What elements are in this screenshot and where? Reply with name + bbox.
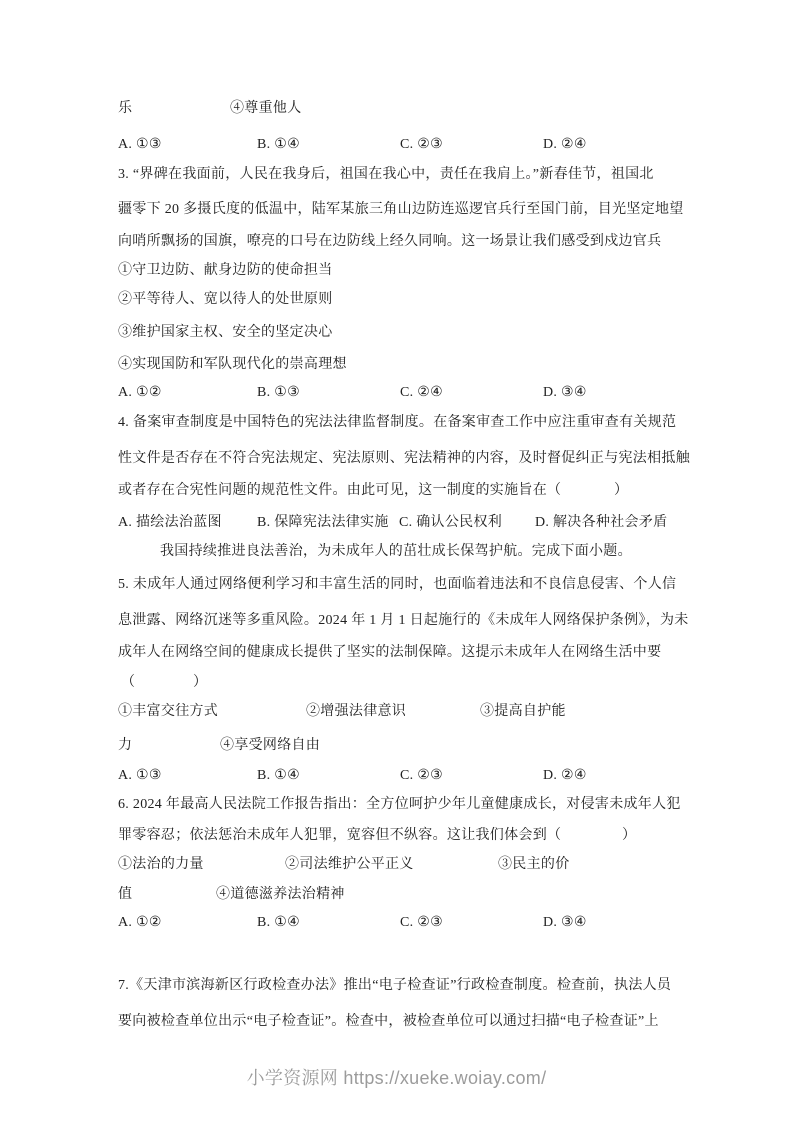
question-5-bracket-line-seg-1: （ [121,675,136,690]
question-2-options-row-seg-3: C. ②③ [400,137,443,152]
question-3-stem-line-1 [118,166,678,184]
question-6-stem-line-1-seg-1: 6. 2024 年最高人民法院工作报告指出：全方位呵护少年儿童健康成长，对侵害未成年人犯 [118,797,681,812]
question-4-stem-line-1 [118,414,678,432]
question-6-choices-row-1 [118,856,678,874]
question-5-options-row [118,767,678,785]
footer-site-name: 小学资源网 [246,1068,339,1088]
question-3-choice-2 [118,291,678,309]
question-3-stem-line-3-seg-1: 向哨所飘扬的国旗，嘹亮的口号在边防线上经久同响。这一场景让我们感受到戍边官兵 [118,234,662,249]
question-4-stem-line-3-seg-2: ） [614,483,629,498]
question-4-options-row-seg-1: A. 描绘法治蓝图 [118,515,222,530]
question-3-choice-3-seg-1: ③维护国家主权、安全的坚定决心 [118,325,333,340]
question-5-choices-row-2 [118,737,678,755]
question-7-stem-line-2 [118,1013,678,1031]
footer-url: https://xueke.woiay.com/ [343,1068,547,1088]
question-4-stem-line-2 [118,450,690,468]
question-3-choice-4 [118,356,678,374]
question-6-choices-row-1-seg-1: ①法治的力量 [118,857,204,872]
question-5-options-row-seg-3: C. ②③ [400,768,443,783]
question-4-stem-line-3-seg-1: 或者存在合宪性问题的规范性文件。由此可见，这一制度的实施旨在（ [118,483,562,498]
question-3-stem-line-2 [118,201,684,219]
question-4-options-row-seg-3: C. 确认公民权利 [399,515,503,530]
question-6-options-row [118,914,678,932]
question-3-options-row-seg-4: D. ③④ [543,385,587,400]
question-5-options-row-seg-1: A. ①③ [118,768,162,783]
question-2-options-row [118,136,678,154]
question-5-choices-row-2-seg-2: ④享受网络自由 [220,738,321,753]
question-4-options-row-seg-2: B. 保障宪法法律实施 [257,515,389,530]
question-5-stem-line-1-seg-1: 5. 未成年人通过网络便利学习和丰富生活的同时，也面临着违法和不良信息侵害、个人信 [118,577,677,592]
question-3-options-row-seg-2: B. ①③ [257,385,300,400]
question-2-options-row-seg-1: A. ①③ [118,137,162,152]
question-7-stem-line-1 [118,977,678,995]
question-5-options-row-seg-2: B. ①④ [257,768,300,783]
question-5-choices-row-1 [118,703,678,721]
question-2-options-row-seg-2: B. ①④ [257,137,300,152]
question-5-choices-row-1-seg-1: ①丰富交往方式 [118,704,219,719]
section-intro-line-seg-1: 我国持续推进良法善治，为未成年人的茁壮成长保驾护航。完成下面小题。 [160,544,632,559]
question-2-tail-line-seg-1: 乐 [118,101,133,116]
question-5-options-row-seg-4: D. ②④ [543,768,587,783]
question-6-stem-line-1 [118,796,681,814]
question-3-choice-3 [118,324,678,342]
question-3-choice-4-seg-1: ④实现国防和军队现代化的崇高理想 [118,357,347,372]
question-3-stem-line-1-seg-1: 3. “界碑在我面前，人民在我身后，祖国在我心中，责任在我肩上。”新春佳节，祖国北 [118,167,654,182]
question-5-stem-line-2-seg-1: 息泄露、网络沉迷等多重风险。2024 年 1 月 1 日起施行的《未成年人网络保护条例》，为未 [118,613,689,628]
question-5-choices-row-1-seg-2: ②增强法律意识 [306,704,407,719]
question-5-bracket-line [118,674,678,692]
question-6-options-row-seg-3: C. ②③ [400,915,443,930]
question-7-stem-line-1-seg-1: 7.《天津市滨海新区行政检查办法》推出“电子检查证”行政检查制度。检查前，执法人员 [118,978,672,993]
question-5-choices-row-2-seg-1: 力 [118,738,133,753]
question-2-tail-line-seg-2: ④尊重他人 [230,101,302,116]
question-3-options-row [118,384,678,402]
question-5-stem-line-3-seg-1: 成年人在网络空间的健康成长提供了坚实的法制保障。这提示未成年人在网络生活中要 [118,645,662,660]
question-3-choice-2-seg-1: ②平等待人、宽以待人的处世原则 [118,292,333,307]
question-4-stem-line-2-seg-1: 性文件是否存在不符合宪法规定、宪法原则、宪法精神的内容，及时督促纠正与宪法相抵触 [118,451,690,466]
question-6-choices-row-2-seg-1: 值 [118,887,133,902]
question-3-choice-1 [118,262,678,280]
page-footer [0,1064,793,1090]
question-3-choice-1-seg-1: ①守卫边防、献身边防的使命担当 [118,263,333,278]
question-4-options-row [118,514,678,532]
question-6-choices-row-2 [118,886,678,904]
question-5-choices-row-1-seg-3: ③提高自护能 [480,704,566,719]
question-4-stem-line-1-seg-1: 4. 备案审查制度是中国特色的宪法法律监督制度。在备案审查工作中应注重审查有关规范 [118,415,677,430]
question-4-options-row-seg-4: D. 解决各种社会矛盾 [535,515,668,530]
question-5-stem-line-2 [118,612,689,630]
question-7-stem-line-2-seg-1: 要向被检查单位出示“电子检查证”。检查中，被检查单位可以通过扫描“电子检查证”上 [118,1014,659,1029]
question-6-stem-line-2-seg-1: 罪零容忍；依法惩治未成年人犯罪，宽容但不纵容。这让我们体会到（ [118,828,562,843]
question-6-options-row-seg-2: B. ①④ [257,915,300,930]
section-intro-line [118,543,678,561]
question-6-stem-line-2 [118,827,678,845]
question-6-choices-row-1-seg-3: ③民主的价 [498,857,570,872]
question-6-stem-line-2-seg-2: ） [622,828,637,843]
question-5-bracket-line-seg-2: ） [193,675,208,690]
question-4-stem-line-3 [118,482,678,500]
question-6-choices-row-1-seg-2: ②司法维护公平正义 [285,857,414,872]
question-6-options-row-seg-4: D. ③④ [543,915,587,930]
question-2-tail-line [118,100,678,118]
question-6-choices-row-2-seg-2: ④道德滋养法治精神 [216,887,345,902]
question-3-options-row-seg-1: A. ①② [118,385,162,400]
question-3-options-row-seg-3: C. ②④ [400,385,443,400]
question-5-stem-line-3 [118,644,678,662]
question-5-stem-line-1 [118,576,678,594]
question-6-options-row-seg-1: A. ①② [118,915,162,930]
question-2-options-row-seg-4: D. ②④ [543,137,587,152]
question-3-stem-line-2-seg-1: 疆零下 20 多摄氏度的低温中，陆军某旅三角山边防连巡逻官兵行至国门前，目光坚定地望 [118,202,684,217]
question-3-stem-line-3 [118,233,678,251]
